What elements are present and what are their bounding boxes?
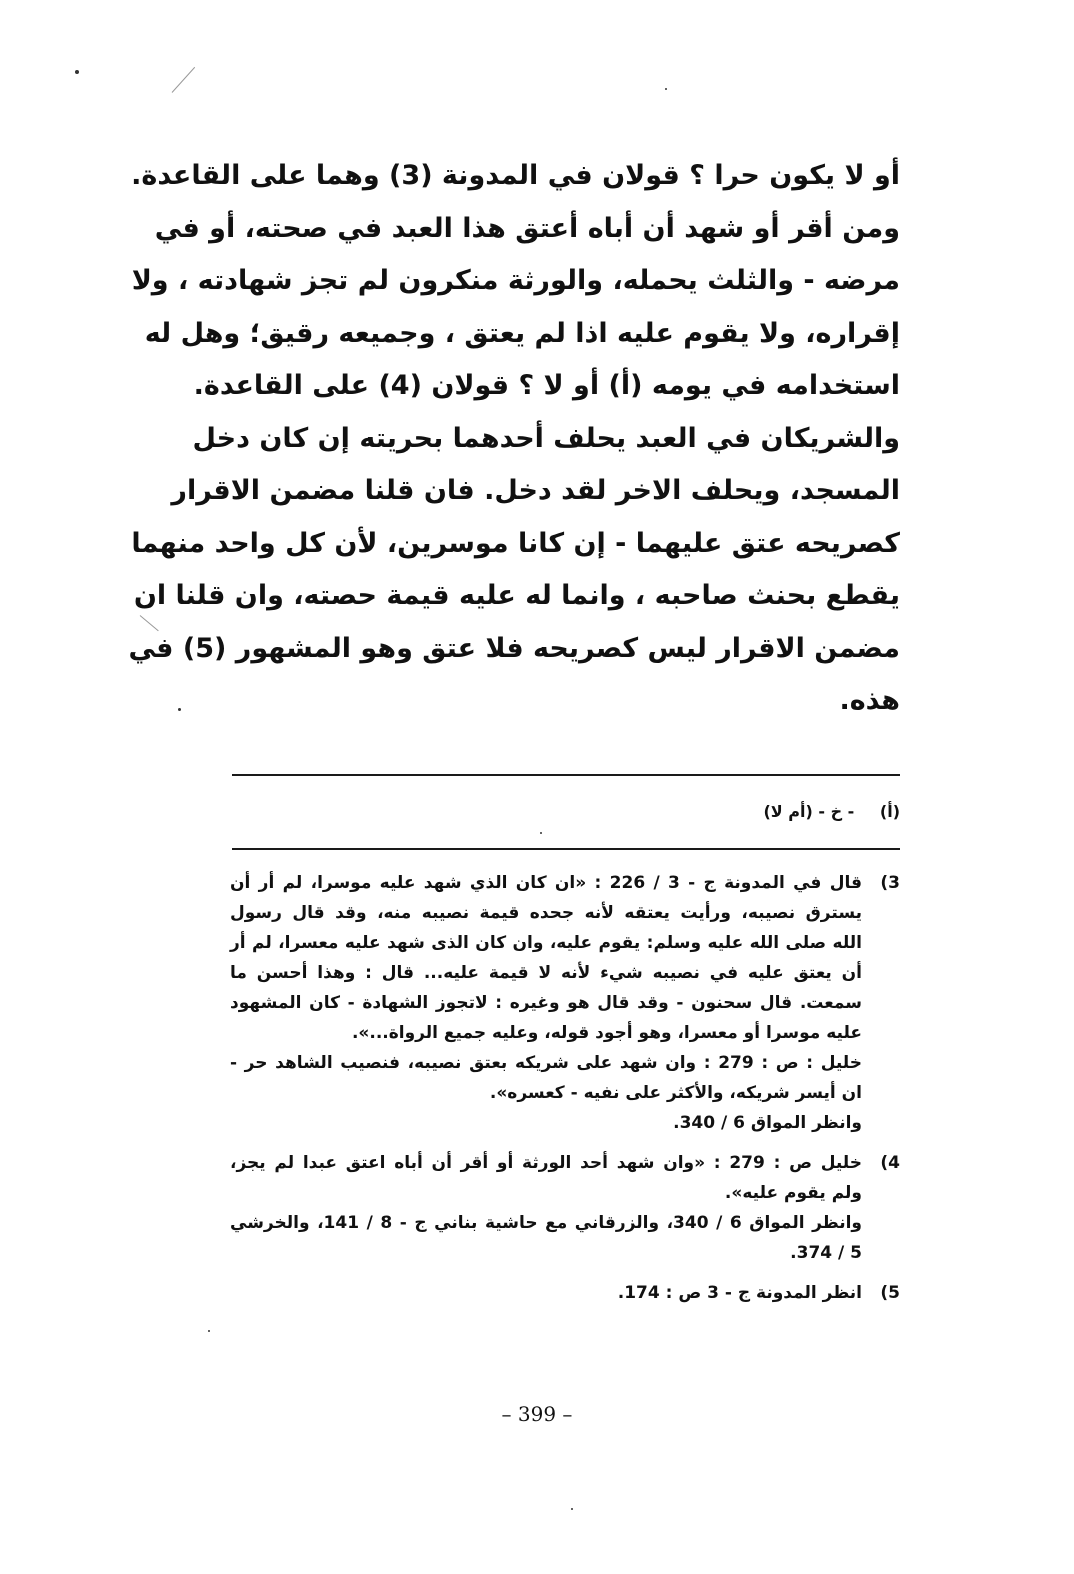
scan-speck [75,70,79,74]
footnote-number: (3 [880,873,900,893]
body-line: كصريحه عتق عليهما - إن كانا موسرين، لأن كل واحد منهما [131,527,900,559]
main-body-text [128,150,900,728]
footnote-line: انظر المدونة ج - 3 ص : 174. [617,1283,862,1303]
footnote-4 [230,1148,900,1268]
footnote-number: (4 [880,1153,900,1173]
footnote-line: خليل ص : 279 : «وان شهد أحد الورثة أو أقر أن أباه اعتق عبدا لم يجز، [230,1153,862,1173]
footnote-line: سمعت. قال سحنون - وقد قال هو وغيره : لاتجوز الشهادة - كان المشهود [230,993,862,1013]
scan-speck [665,88,667,90]
footnote-line: يسترق نصيبه، ورأيت يعتقه لأنه جحده قيمة نصيبه منه، وقد قال رسول [230,903,862,923]
footnote-line: وانظر المواق 6 / 340، والزرقاني مع حاشية بناني ج - 8 / 141، والخرشي [230,1213,863,1233]
footnote-line: ان أيسر شريكه، والأكثر على نفيه - كعسره». [489,1083,862,1103]
variant-marker: (أ) [879,802,900,821]
footnote-line: 5 / 374. [790,1243,862,1263]
body-line: هذه. [839,685,900,716]
variant-text: - خ - (أم لا) [763,802,855,821]
footnote-number: (5 [880,1283,900,1303]
body-line: ومن أقر أو شهد أن أباه أعتق هذا العبد في صحته، أو في [154,212,900,244]
footnote-line: عليه موسرا أو معسرا، وهو أجود قوله، وعليه جميع الرواة...». [351,1023,862,1043]
footnote-line: أن يعتق عليه في نصيبه شيء لأنه لا قيمة عليه... قال : وهذا أحسن ما [230,963,862,983]
body-line: استخدامه في يومه (أ) أو لا ؟ قولان (4) على القاعدة. [193,370,900,401]
scan-speck [540,832,542,834]
footnote-line: الله صلى الله عليه وسلم: يقوم عليه، وان كان الذى شهد عليه معسرا، لم أر [230,933,862,953]
page-number: – 399 – [501,1402,573,1426]
body-line: والشريكان في العبد يحلف أحدهما بحريته إن كان دخل [192,422,900,454]
scan-speck [178,708,181,711]
body-line: يقطع بحنث صاحبه ، وانما له عليه قيمة حصته، وان قلنا ان [133,580,900,611]
variant-reading-note [763,802,900,821]
footnote-separator-bottom [232,848,900,850]
body-line: إقراره، ولا يقوم عليه اذا لم يعتق ، وجميعه رقيق؛ وهل له [144,317,900,349]
footnote-separator-top [232,774,900,776]
body-line: مرضه - والثلث يحمله، والورثة منكرون لم تجز شهادته ، ولا [131,265,900,296]
body-line: أو لا يكون حرا ؟ قولان في المدونة (3) وهما على القاعدة. [131,160,900,191]
footnote-3 [230,868,900,1138]
footnote-line: قال في المدونة ج - 3 / 226 : «ان كان الذي شهد عليه موسرا، لم أر أن [230,873,863,893]
footnote-line: ولم يقوم عليه». [724,1183,862,1203]
body-line: مضمن الاقرار ليس كصريحه فلا عتق وهو المشهور (5) في [128,632,900,664]
body-line: المسجد، ويحلف الاخر لقد دخل. فان قلنا مضمن الاقرار [171,475,900,506]
footnote-5 [230,1278,900,1308]
scan-speck [208,1330,210,1332]
scan-speck [571,1508,573,1510]
scan-scratch [172,67,195,93]
footnotes [230,868,900,1318]
footnote-line: وانظر المواق 6 / 340. [673,1113,862,1133]
footnote-line: خليل : ص : 279 : وان شهد على شريكه بعتق نصيبه، فنصيب الشاهد حر - [230,1053,862,1073]
